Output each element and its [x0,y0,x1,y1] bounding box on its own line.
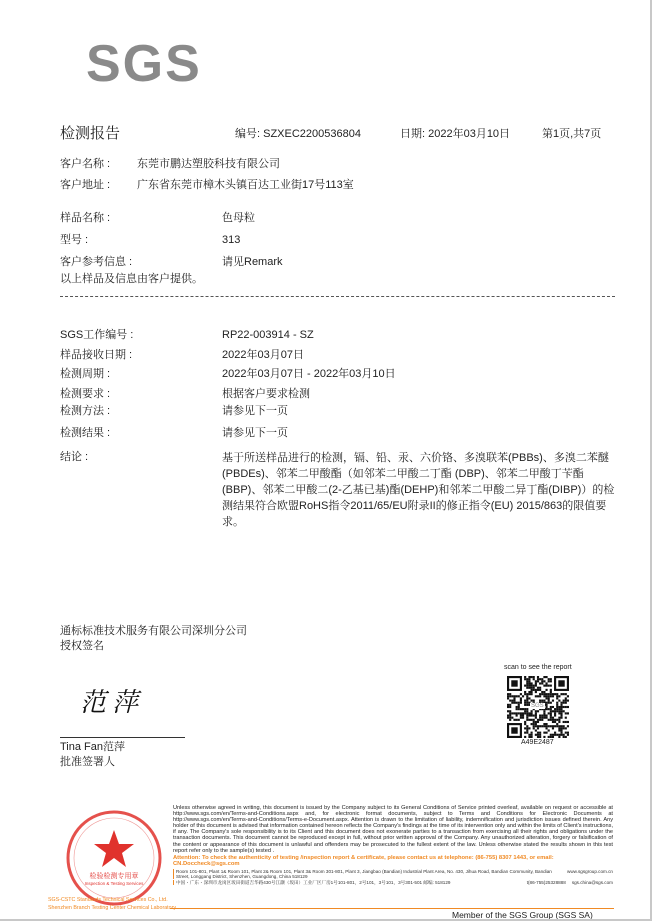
address-row-en [173,869,613,879]
client-ref: 请见Remark [222,256,283,268]
period-label: 检测周期 : [60,368,111,380]
sgs-logo: SGS [86,35,202,93]
lab-name-en: Shenzhen Branch Testing Center Chemical Laboratory [48,905,176,911]
authenticity-notice: Attention: To check the authenticity of testing /inspection report & certificate, please contact us at telephone: (86-755) 8307 1443, or email: CN.Doccheck@sgs.com [173,854,554,868]
signer-role: 批准签署人 [60,756,115,768]
job-no-label: SGS工作编号 : [60,329,134,341]
test-period: 2022年03月07日 - 2022年03月10日 [222,368,396,380]
divider [60,296,615,297]
website[interactable]: www.sgsgroup.com.cn [567,868,613,874]
client-address-label: 客户地址 : [60,179,111,191]
company-stamp [64,808,164,908]
qr-center-logo: SGS [531,703,544,709]
sample-name: 色母粒 [222,212,255,224]
conclusion-text: 基于所送样品进行的检测，镉、铅、汞、六价铬、多溴联苯(PBBs)、多溴二苯醚(PBDEs)、邻苯二甲酸酯（如邻苯二甲酸二丁酯 (DBP)、邻苯二甲酸丁苄酯(BBP)、邻苯二甲酸二(2-乙基已基)酯(DEHP)和邻苯二甲酸二异丁酯(DIBP)）的检测结果符合欧盟RoHS指令2011/65/EU附录II的修正指令(EU) 2015/863的限值要求。 [222,452,615,528]
job-no: RP22-003914 - SZ [222,329,314,341]
request-label: 检测要求 : [60,388,111,400]
client-address: 广东省东莞市樟木头镇百达工业街17号113室 [137,179,354,191]
issuing-company: 通标标准技术服务有限公司深圳分公司 [60,625,247,637]
star-icon [94,830,134,867]
model-label: 型号 : [60,234,89,246]
report-date: 日期: 2022年03月10日 [400,128,511,140]
conclusion-label: 结论 : [60,451,89,463]
sample-note: 以上样品及信息由客户提供。 [60,273,203,285]
test-request: 根据客户要求检测 [222,388,310,400]
report-number: 编号: SZXEC2200536804 [235,128,361,140]
phone: t(86-755)25328888 [526,879,566,885]
client-name-label: 客户名称 : [60,158,111,170]
qr-code-id: A49E2487 [521,739,554,746]
company-en: SGS-CSTC Standards Technical Services Co., Ltd. [48,897,168,903]
disclaimer-text: Unless otherwise agreed in writing, this document is issued by the Company subject to its General Conditions of Service printed overleaf, available on request or accessible at http://www.sgs.com/en/Terms-and-Conditions.aspx and, for electronic format documents, subject to Terms and Conditions for Electronic Documents at http://www.sgs.com/en/Terms-and-Conditions/Terms-e-Document.aspx. Attention is drawn to the limitation of liability, indemnification and jurisdiction issues defined therein. Any holder of this document is advised that information contained hereon reflects the Company's findings at the time of its intervention only and within the limits of Client's instructions, if any. The Company's sole responsibility is to its Client and this document does not exonerate parties to a transaction from exercising all their rights and obligations under the transaction documents. This document cannot be reproduced except in full, without prior written approval of the Company. Any unauthorized alteration, forgery or falsification of the content or appearance of this document is unlawful and offenders may be prosecuted to the fullest extent of the law. Unless otherwise stated the results shown in this test report refer only to the sample(s) tested . [173,805,613,854]
client-ref-label: 客户参考信息 : [60,256,133,268]
address-en: Room 101-801, Plant 1& Room 101, Plant 2& Room 101, Plant 3& Room 301-801, Plant 3, Jiangbao (Bandian) Industrial Plant Area, No. 430, Jihua Road, Bandian Community, Bandian Street, Longgang District, Shenzhen, Guangdong, China 518129 [176,868,552,879]
handwritten-signature: 范萍 [80,688,145,718]
page-number: 第1页,共7页 [542,128,602,140]
page-title: 检测报告 [60,125,121,142]
signature-line [60,737,185,738]
address-row-cn [173,880,613,885]
client-name: 东莞市鹏达塑胶科技有限公司 [137,158,280,170]
email[interactable]: sgs.china@sgs.com [571,879,613,885]
footer-text-column [173,805,613,885]
stamp-text: 检验检测专用章 [89,872,139,880]
method-label: 检测方法 : [60,405,111,417]
received-label: 样品接收日期 : [60,349,133,361]
member-text: Member of the SGS Group (SGS SA) [452,910,593,920]
received-date: 2022年03月07日 [222,349,304,361]
test-result: 请参见下一页 [222,427,288,439]
test-method: 请参见下一页 [222,405,288,417]
result-label: 检测结果 : [60,427,111,439]
stamp-en: Inspection & Testing Services [84,881,144,886]
authorized-signature-label: 授权签名 [60,640,104,652]
qr-caption: scan to see the report [504,664,572,671]
model: 313 [222,234,241,246]
sample-name-label: 样品名称 : [60,212,111,224]
address-cn: 中国・广东・深圳市龙岗区坂田街道吉华路430号江灏（坂田）工业厂区厂房1号101-801，2号101，3号101，3号301-501 邮编: 518129 [176,879,451,885]
signer-name: Tina Fan范萍 [60,741,126,753]
footer-divider [170,908,614,909]
